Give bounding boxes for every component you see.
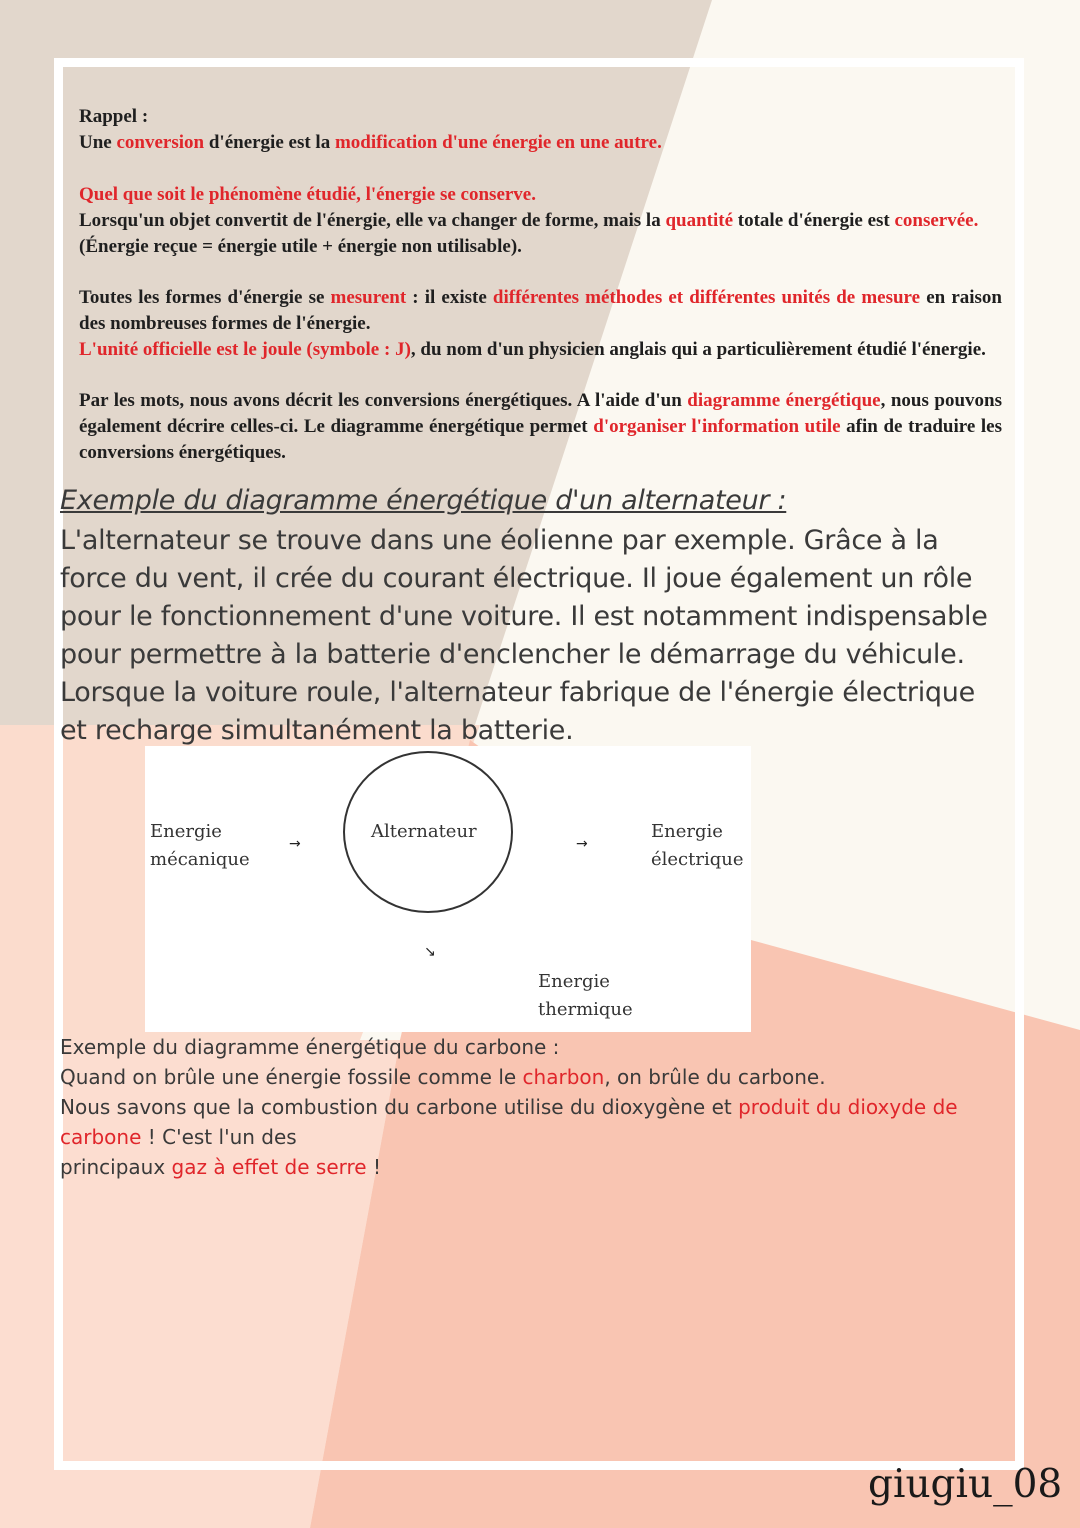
conservation-section — [79, 182, 1002, 260]
alternateur-heading: Exemple du diagramme énergétique d'un alternateur : — [60, 485, 787, 516]
alternateur-paragraph: L'alternateur se trouve dans une éolienne par exemple. Grâce à la force du vent, il crée du courant électrique. Il joue également un rôle pour le fonctionnement d'une voiture. Il est notamment indispensable pour permettre à la batterie d'enclencher le démarrage du véhicule. Lorsque la voiture roule, l'alternateur fabrique de l'énergie électrique et recharge simultanément la batterie. — [60, 525, 988, 746]
highlight-conservee: conservée. — [894, 210, 979, 231]
highlight-diagramme: diagramme énergétique — [687, 390, 881, 411]
carbone-line: Nous savons que la combustion du carbone utilise du dioxygène et produit du dioxyde de carbone ! C'est l'un des — [60, 1095, 958, 1149]
conservation-explanation: Lorsqu'un objet convertit de l'énergie, elle va changer de forme, mais la quantité totale d'énergie est conservée. — [79, 210, 979, 231]
mesure-section: Toutes les formes d'énergie se mesurent : il existe différentes méthodes et différentes unités de mesure en raison des nombreuses formes de l'énergie. L'unité officielle est le joule (symbole : J), du nom d'un physicien anglais qui a particulièrement étudié l'énergie. — [79, 285, 1002, 363]
highlight-modification: modification d'une énergie en une autre. — [334, 132, 662, 153]
carbone-section — [60, 1032, 1000, 1182]
highlight-joule: L'unité officielle est le joule (symbole : J) — [79, 339, 411, 360]
rappel-title: Rappel : — [79, 106, 149, 127]
rappel-section — [79, 104, 1002, 156]
highlight-organiser: d'organiser l'information utile — [593, 416, 841, 437]
arrow-right-icon: → — [576, 836, 588, 852]
carbone-line: principaux gaz à effet de serre ! — [60, 1155, 381, 1179]
highlight-conversion: conversion — [116, 132, 205, 153]
highlight-mesurent: mesurent — [330, 287, 407, 308]
diagramme-section: Par les mots, nous avons décrit les conversions énergétiques. A l'aide d'un diagramme énergétique, nous pouvons également décrire celles-ci. Le diagramme énergétique permet d'organiser l'information utile afin de traduire les conversions énergétiques. — [79, 390, 1002, 463]
conservation-statement: Quel que soit le phénomène étudié, l'énergie se conserve. — [79, 184, 536, 205]
arrow-down-right-icon: ↘ — [424, 944, 436, 960]
center-label: Alternateur — [371, 821, 477, 842]
joule-line: L'unité officielle est le joule (symbole : J), du nom d'un physicien anglais qui a particulièrement étudié l'énergie. — [79, 339, 986, 360]
rappel-definition: Une conversion d'énergie est la modification d'une énergie en une autre. — [79, 132, 662, 153]
carbone-title: Exemple du diagramme énergétique du carbone : — [60, 1035, 560, 1059]
loss-energy-label: Energie thermique — [538, 971, 633, 1020]
author-signature: giugiu_08 — [868, 1462, 1063, 1507]
energy-equation: (Énergie reçue = énergie utile + énergie non utilisable). — [79, 236, 522, 257]
arrow-right-icon: → — [289, 836, 301, 852]
highlight-gaz: gaz à effet de serre — [171, 1155, 367, 1179]
energy-diagram — [145, 746, 751, 1032]
highlight-methodes: différentes méthodes et différentes unités de mesure — [492, 287, 921, 308]
highlight-dioxyde: produit du dioxyde de carbone — [60, 1095, 958, 1149]
output-energy-label: Energie électrique — [651, 821, 744, 870]
input-energy-label: Energie mécanique — [150, 821, 250, 870]
carbone-line: Quand on brûle une énergie fossile comme le charbon, on brûle du carbone. — [60, 1065, 826, 1089]
highlight-charbon: charbon — [522, 1065, 605, 1089]
highlight-quantite: quantité — [665, 210, 734, 231]
